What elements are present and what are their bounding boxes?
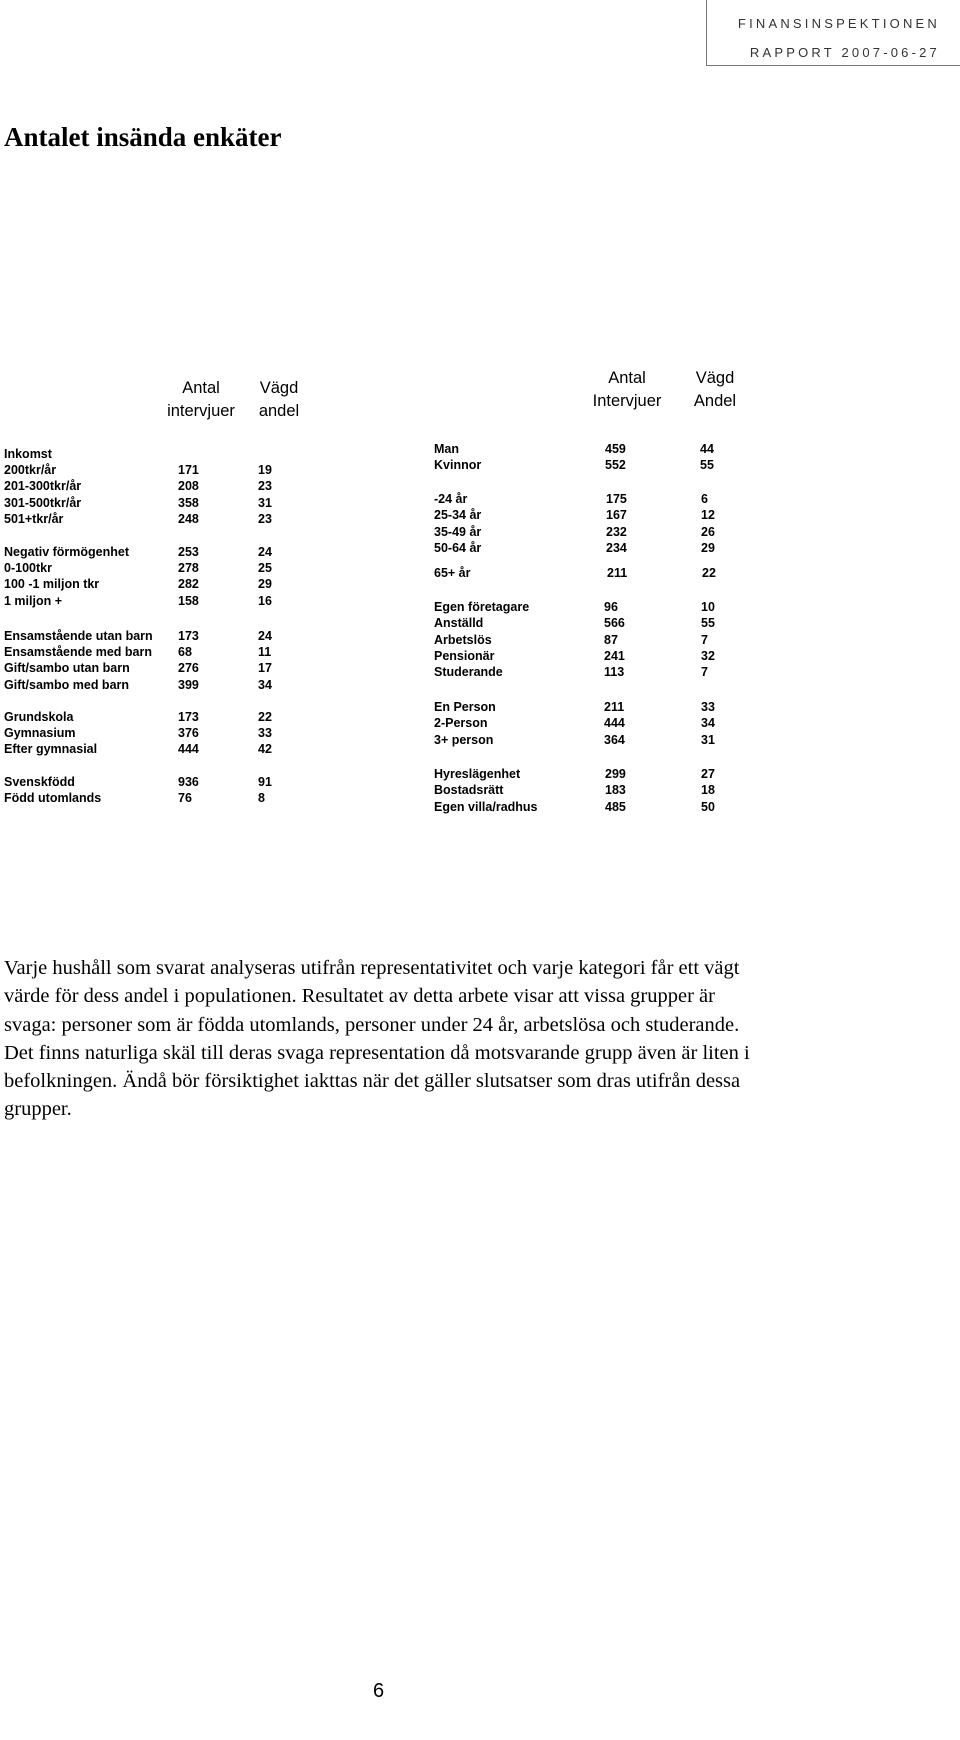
row-count: 278	[178, 561, 199, 576]
row-count: 211	[604, 700, 625, 714]
row-weight: 19	[258, 463, 272, 478]
row-count: 459	[605, 442, 626, 456]
row-count: 552	[605, 458, 626, 473]
row-label: Gift/sambo utan barn	[4, 661, 130, 676]
row-count: 68	[178, 645, 192, 660]
row-label: 301-500tkr/år	[4, 495, 82, 510]
row-count: 173	[178, 629, 199, 643]
row-count: 158	[178, 593, 199, 608]
row-label: En Person	[434, 700, 496, 714]
row-label: 200tkr/år	[4, 463, 57, 478]
row-label: Anställd	[434, 616, 484, 631]
row-label: Kvinnor	[434, 458, 482, 473]
left-col-weight-header-line2: andel	[258, 402, 300, 420]
row-label: 35-49 år	[434, 524, 482, 539]
row-weight: 22	[258, 710, 272, 724]
row-label: Efter gymnasial	[4, 742, 98, 757]
row-label: Svenskfödd	[4, 775, 75, 789]
report-date: RAPPORT 2007-06-27	[749, 45, 940, 60]
right-col-weight-header-line1: Vägd	[695, 369, 735, 387]
row-count: 444	[178, 742, 199, 757]
row-label: Studerande	[434, 665, 503, 680]
row-count: 485	[605, 799, 626, 814]
row-count: 444	[604, 716, 625, 731]
organization-name: FINANSINSPEKTIONEN	[737, 16, 940, 31]
row-label: Man	[434, 442, 459, 456]
row-weight: 12	[701, 508, 715, 523]
left-col-weight-header-line1: Vägd	[259, 379, 299, 397]
row-label: 50-64 år	[434, 540, 482, 555]
body-paragraph: Varje hushåll som svarat analyseras utifrån representativitet och varje kategori får ett vägt värde för dess andel i populationen. Resultatet av detta arbete visar att vissa grupper är svaga: personer som är födda utomlands, personer under 24 år, arbetslösa och studerande. Det finns naturliga skäl till deras svaga representation då motsvarande grupp även är liten i befolkningen. Ändå bör försiktighet iakttas när det gäller slutsatser som dras utifrån dessa grupper.	[4, 957, 750, 1121]
row-count: 276	[178, 661, 199, 676]
row-weight: 44	[700, 442, 714, 456]
row-label: Negativ förmögenhet	[4, 545, 130, 559]
left-col-count-header-line1: Antal	[182, 379, 220, 397]
row-count: 183	[605, 783, 626, 798]
row-label: Ensamstående med barn	[4, 645, 152, 660]
row-count: 234	[606, 540, 627, 555]
row-count: 299	[605, 767, 626, 781]
row-label: 1 miljon +	[4, 593, 63, 608]
row-weight: 7	[701, 665, 708, 680]
row-label: 201-300tkr/år	[4, 479, 82, 494]
right-col-weight-header	[680, 367, 750, 413]
row-label: Hyreslägenhet	[434, 767, 521, 781]
row-count: 167	[606, 508, 627, 523]
row-weight: 22	[702, 566, 716, 580]
row-count: 282	[178, 577, 199, 592]
report-header	[706, 0, 960, 66]
row-label: 2-Person	[434, 716, 488, 731]
right-col-count-header	[582, 367, 672, 413]
row-weight: 10	[701, 600, 715, 614]
page-title: Antalet insända enkäter	[4, 122, 282, 152]
row-weight: 24	[258, 545, 272, 559]
row-count: 936	[178, 775, 199, 789]
row-weight: 8	[258, 791, 265, 806]
row-weight: 33	[258, 726, 272, 741]
right-col-count-header-line2: Intervjuer	[592, 392, 662, 410]
row-count: 364	[604, 732, 625, 747]
row-weight: 29	[701, 540, 715, 555]
left-col-count-header-line2: intervjuer	[167, 402, 235, 420]
row-weight: 50	[701, 799, 715, 814]
row-weight: 11	[258, 645, 272, 660]
left-col-count-header	[150, 377, 252, 423]
row-count: 87	[604, 632, 618, 647]
row-weight: 7	[701, 632, 708, 647]
row-weight: 24	[258, 629, 272, 643]
row-label: Född utomlands	[4, 791, 102, 806]
row-weight: 6	[701, 492, 708, 506]
row-count: 208	[178, 479, 199, 494]
row-count: 96	[604, 600, 618, 614]
row-weight: 32	[701, 648, 715, 663]
row-count: 253	[178, 545, 199, 559]
row-count: 113	[604, 665, 625, 680]
row-label: 0-100tkr	[4, 561, 52, 576]
row-label: Gift/sambo med barn	[4, 677, 130, 692]
row-label: Pensionär	[434, 648, 495, 663]
row-count: 211	[607, 566, 628, 580]
row-count: 175	[606, 492, 627, 506]
row-count: 171	[178, 463, 199, 478]
row-weight: 31	[258, 495, 272, 510]
row-label: 3+ person	[434, 732, 494, 747]
row-label: Bostadsrätt	[434, 783, 504, 798]
row-label: Ensamstående utan barn	[4, 629, 153, 643]
row-weight: 42	[258, 742, 272, 757]
row-weight: 16	[258, 593, 272, 608]
row-count: 566	[604, 616, 625, 631]
row-weight: 31	[701, 732, 715, 747]
row-weight: 34	[258, 677, 272, 692]
row-label: 65+ år	[434, 566, 471, 580]
row-weight: 23	[258, 479, 272, 494]
row-label: Grundskola	[4, 710, 74, 724]
row-weight: 29	[258, 577, 272, 592]
row-label: Arbetslös	[434, 632, 492, 647]
row-weight: 17	[258, 661, 272, 676]
row-label: Inkomst	[4, 447, 52, 461]
row-label: 25-34 år	[434, 508, 482, 523]
row-count: 248	[178, 511, 199, 526]
right-col-weight-header-line2: Andel	[693, 392, 737, 410]
row-count: 232	[606, 524, 627, 539]
row-weight: 55	[700, 458, 714, 473]
row-label: 100 -1 miljon tkr	[4, 577, 100, 592]
row-label: Egen företagare	[434, 600, 530, 614]
row-weight: 23	[258, 511, 272, 526]
page-number: 6	[373, 1680, 385, 1702]
row-weight: 91	[258, 775, 272, 789]
row-weight: 55	[701, 616, 715, 631]
row-weight: 33	[701, 700, 715, 714]
row-count: 399	[178, 677, 199, 692]
row-weight: 25	[258, 561, 272, 576]
row-count: 76	[178, 791, 192, 806]
left-col-weight-header	[244, 377, 314, 423]
right-col-count-header-line1: Antal	[608, 369, 646, 387]
row-weight: 18	[701, 783, 715, 798]
row-weight: 27	[701, 767, 715, 781]
row-label: 501+tkr/år	[4, 511, 64, 526]
row-weight: 26	[701, 524, 715, 539]
row-weight: 34	[701, 716, 715, 731]
row-count: 241	[604, 648, 625, 663]
row-count: 358	[178, 495, 199, 510]
row-label: Egen villa/radhus	[434, 799, 538, 814]
row-label: Gymnasium	[4, 726, 76, 741]
row-count: 376	[178, 726, 199, 741]
row-label: -24 år	[434, 492, 468, 506]
row-count: 173	[178, 710, 199, 724]
